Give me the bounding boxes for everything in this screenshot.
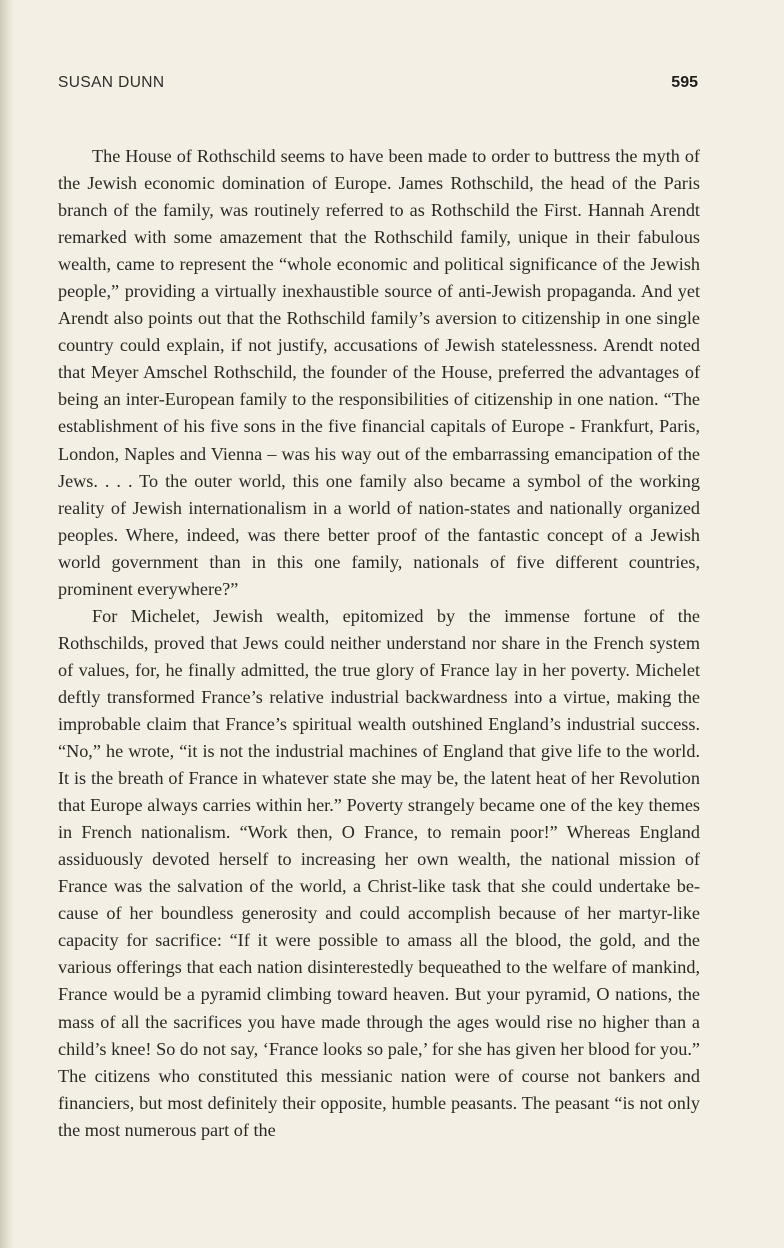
paragraph-rothschild: The House of Rothschild seems to have been made to order to buttress the myth of the Jewish economic domination of Europe. James Rothschild, the head of the Paris branch of the family, was routinely referred to as Rothschild the First. Hannah Arendt remarked with some amazement that the Rothschild family, unique in their fabulous wealth, came to represent the “whole economic and political significance of the Jewish people,” providing a virtually inexhaustible source of anti-Jewish propaganda. And yet Arendt also points out that the Rothschild family’s aversion to citizenship in one single country could explain, if not justify, accusations of Jewish statelessness. Arendt noted that Meyer Amschel Rothschild, the founder of the House, preferred the advantages of being an inter-European family to the responsibilities of citizenship in one nation. “The establishment of his five sons in the five financial capitals of Europe - Frankfurt, Paris, London, Naples and Vienna – was his way out of the embarrassing emancipation of the Jews. . . . To the outer world, this one family also became a symbol of the working reality of Jewish internationalism in a world of nation-states and nationally organized peoples. Where, indeed, was there better proof of the fantastic concept of a Jewish world government than in this one family, nationals of five different countries, prominent everywhere?” bbox=[58, 146, 700, 599]
running-head bbox=[58, 74, 698, 98]
author-name: SUSAN DUNN bbox=[58, 74, 165, 91]
paragraph-michelet: For Michelet, Jewish wealth, epitomized by the immense fortune of the Rothschilds, proved that Jews could neither understand nor share in the French system of values, for, he finally admitted, the true glory of France lay in her poverty. Michelet deftly transformed France’s relative industrial backwardness into a virtue, making the improbable claim that France’s spiritual wealth outshined England’s industrial success. “No,” he wrote, “it is not the industrial machines of England that give life to the world. It is the breath of France in whatever state she may be, the latent heat of her Revolution that Europe always carries within her.” Poverty strangely became one of the key themes in French nationalism. “Work then, O France, to remain poor!” Whereas England assiduously devoted herself to increasing her own wealth, the national mission of France was the salvation of the world, a Christ-like task that she could undertake because of her boundless generosity and could accomplish because of her martyr-like capacity for sacrifice: “If it were possible to amass all the blood, the gold, and the various offerings that each nation disinterestedly bequeathed to the welfare of mankind, France would be a pyramid climbing toward heaven. But your pyramid, O nations, the mass of all the sacrifices you have made through the ages would rise no higher than a child’s knee! So do not say, ‘France looks so pale,’ for she has given her blood for you.” The citizens who constituted this messianic nation were of course not bankers and financiers, but most definitely their opposite, humble peasants. The peasant “is not only the most numerous part of the bbox=[58, 605, 700, 1140]
page-number: 595 bbox=[671, 74, 698, 91]
body-text bbox=[58, 143, 700, 1144]
page-spine-shadow bbox=[0, 0, 14, 1248]
